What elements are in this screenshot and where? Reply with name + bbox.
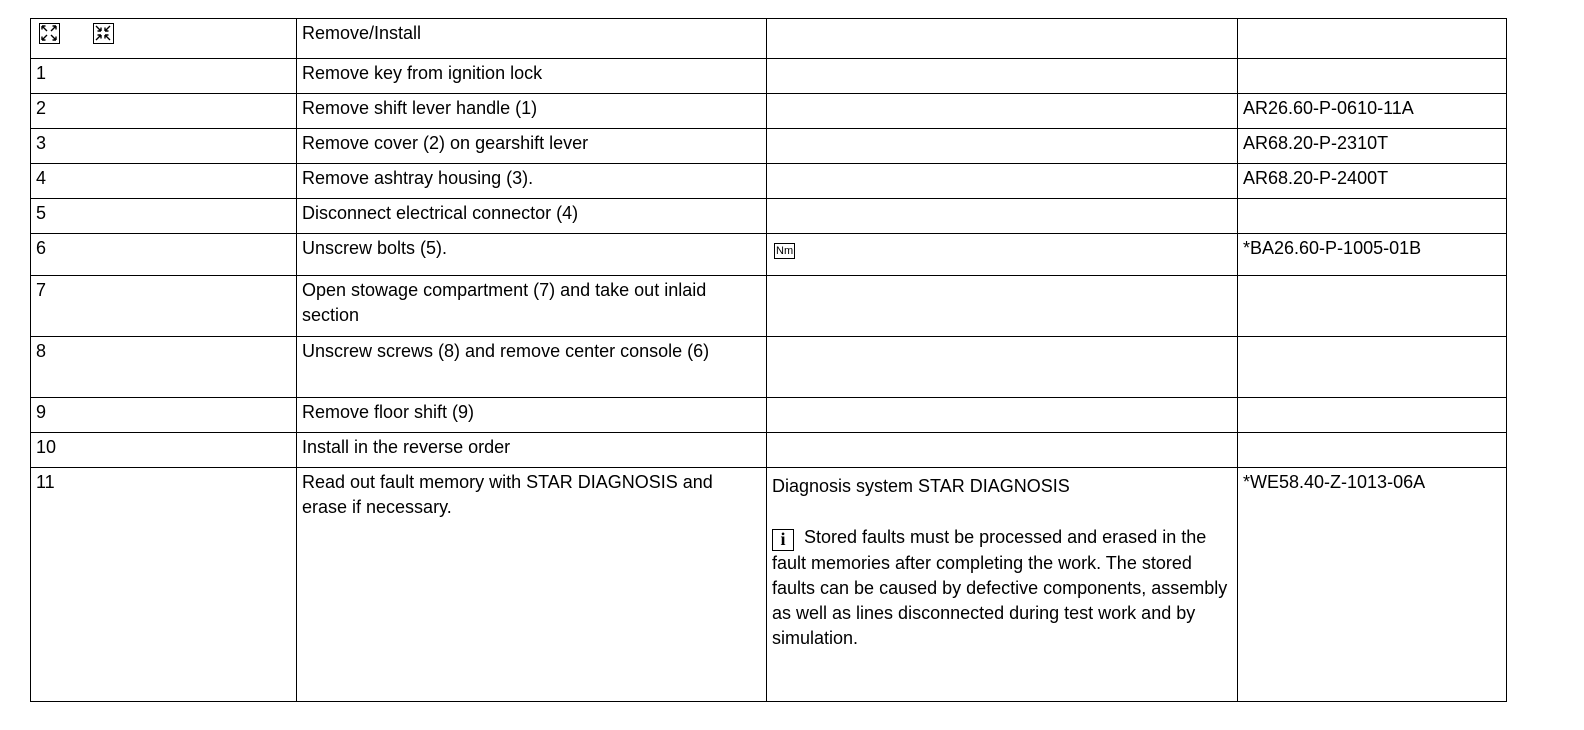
table-row xyxy=(31,433,1507,468)
step-ref[interactable]: AR26.60-P-0610-11A xyxy=(1238,94,1507,129)
step-number: 11 xyxy=(31,468,297,702)
torque-nm-icon[interactable]: Nm xyxy=(776,245,794,257)
step-ref xyxy=(1238,433,1507,468)
header-icons-cell xyxy=(31,19,297,59)
step-number: 10 xyxy=(31,433,297,468)
step-text: Install in the reverse order xyxy=(297,433,767,468)
step-text: Remove ashtray housing (3). xyxy=(297,164,767,199)
table-row xyxy=(31,94,1507,129)
step-tool xyxy=(767,337,1238,398)
step-ref[interactable] xyxy=(1238,199,1507,234)
step-text: Disconnect electrical connector (4) xyxy=(297,199,767,234)
table-header-row xyxy=(31,19,1507,59)
info-note xyxy=(772,525,1231,651)
table-row xyxy=(31,468,1507,702)
step-number: 6 xyxy=(31,234,297,276)
step-tool xyxy=(767,199,1238,234)
step-number: 9 xyxy=(31,398,297,433)
step-ref[interactable]: AR68.20-P-2310T xyxy=(1238,129,1507,164)
table-row xyxy=(31,59,1507,94)
header-title: Remove/Install xyxy=(297,19,767,59)
info-icon: i xyxy=(772,529,794,551)
step-ref[interactable] xyxy=(1238,59,1507,94)
expand-icon[interactable] xyxy=(39,23,60,44)
step-ref[interactable]: *BA26.60-P-1005-01B xyxy=(1238,234,1507,276)
table-row xyxy=(31,234,1507,276)
step-tool xyxy=(767,129,1238,164)
step-text: Remove shift lever handle (1) xyxy=(297,94,767,129)
table-row xyxy=(31,276,1507,337)
step-text: Unscrew bolts (5). xyxy=(297,234,767,276)
step-number: 5 xyxy=(31,199,297,234)
table-row xyxy=(31,199,1507,234)
step-tool xyxy=(767,433,1238,468)
step-text: Unscrew screws (8) and remove center console (6) xyxy=(297,337,767,398)
step-ref xyxy=(1238,276,1507,337)
procedure-table xyxy=(30,18,1507,702)
step-text: Open stowage compartment (7) and take out inlaid section xyxy=(297,276,767,337)
step-number: 4 xyxy=(31,164,297,199)
step-tool xyxy=(767,276,1238,337)
step-number: 2 xyxy=(31,94,297,129)
table-row xyxy=(31,398,1507,433)
step-text: Remove key from ignition lock xyxy=(297,59,767,94)
step-number: 3 xyxy=(31,129,297,164)
table-row xyxy=(31,337,1507,398)
table-row xyxy=(31,129,1507,164)
diagnosis-system-label: Diagnosis system STAR DIAGNOSIS xyxy=(772,476,1070,496)
step-tool xyxy=(767,234,1238,276)
step-text: Remove floor shift (9) xyxy=(297,398,767,433)
step-ref xyxy=(1238,337,1507,398)
step-number: 7 xyxy=(31,276,297,337)
step-tool xyxy=(767,468,1238,702)
step-ref[interactable]: AR68.20-P-2400T xyxy=(1238,164,1507,199)
step-tool xyxy=(767,164,1238,199)
collapse-icon[interactable] xyxy=(93,23,114,44)
step-ref xyxy=(1238,398,1507,433)
step-text: Remove cover (2) on gearshift lever xyxy=(297,129,767,164)
table-row xyxy=(31,164,1507,199)
step-tool xyxy=(767,398,1238,433)
header-tool-cell xyxy=(767,19,1238,59)
step-number: 8 xyxy=(31,337,297,398)
step-ref[interactable]: *WE58.40-Z-1013-06A xyxy=(1238,468,1507,702)
step-number: 1 xyxy=(31,59,297,94)
step-tool xyxy=(767,59,1238,94)
header-ref-cell xyxy=(1238,19,1507,59)
step-text: Read out fault memory with STAR DIAGNOSIS and erase if necessary. xyxy=(297,468,767,702)
step-tool xyxy=(767,94,1238,129)
info-note-text: Stored faults must be processed and erased in the fault memories after completing the work. The stored faults can be caused by defective components, assembly as well as lines disconnected during test work and by simulation. xyxy=(772,527,1228,648)
